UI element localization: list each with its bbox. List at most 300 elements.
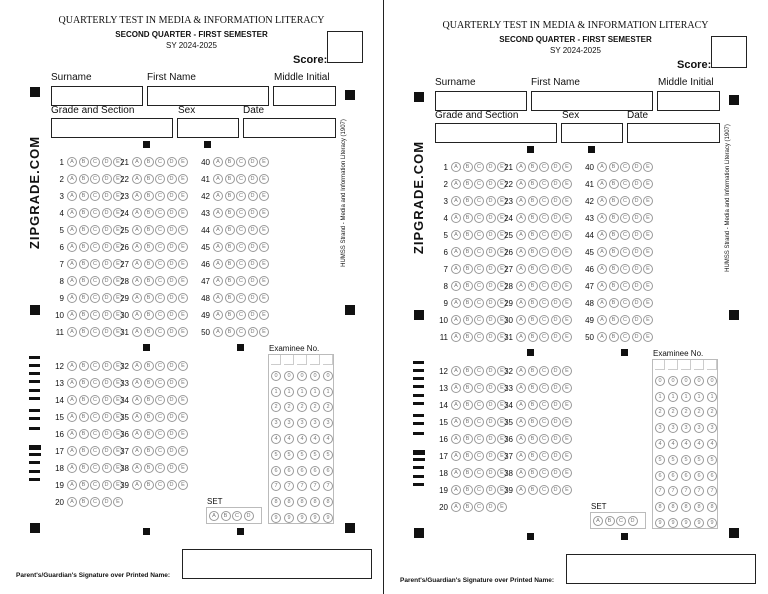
answer-bubble[interactable]: A	[67, 361, 77, 371]
answer-bubble[interactable]: E	[113, 259, 123, 269]
answer-bubble[interactable]: A	[597, 213, 607, 223]
answer-bubble[interactable]: E	[562, 383, 572, 393]
examinee-digit-bubble[interactable]: 1	[323, 387, 333, 397]
answer-bubble[interactable]: C	[155, 463, 165, 473]
answer-bubble[interactable]: D	[248, 225, 258, 235]
examinee-digit-bubble[interactable]: 5	[707, 455, 717, 465]
answer-bubble[interactable]: E	[113, 446, 123, 456]
answer-bubble[interactable]: B	[528, 451, 538, 461]
answer-bubble[interactable]: D	[486, 247, 496, 257]
answer-bubble[interactable]: C	[474, 281, 484, 291]
answer-bubble[interactable]: E	[113, 480, 123, 490]
answer-bubble[interactable]: E	[562, 213, 572, 223]
answer-bubble[interactable]: B	[144, 174, 154, 184]
examinee-digit-bubble[interactable]: 4	[694, 439, 704, 449]
answer-bubble[interactable]: B	[463, 366, 473, 376]
answer-bubble[interactable]: C	[90, 480, 100, 490]
answer-bubble[interactable]: E	[113, 310, 123, 320]
answer-bubble[interactable]: D	[102, 174, 112, 184]
answer-bubble[interactable]: B	[528, 332, 538, 342]
answer-bubble[interactable]: A	[516, 366, 526, 376]
answer-bubble[interactable]: C	[155, 174, 165, 184]
answer-bubble[interactable]: D	[551, 315, 561, 325]
answer-bubble[interactable]: B	[225, 174, 235, 184]
answer-bubble[interactable]: B	[79, 174, 89, 184]
examinee-digit-bubble[interactable]: 9	[310, 513, 320, 523]
answer-bubble[interactable]: E	[113, 463, 123, 473]
answer-bubble[interactable]: C	[236, 174, 246, 184]
answer-bubble[interactable]: A	[516, 247, 526, 257]
answer-bubble[interactable]: C	[90, 208, 100, 218]
answer-bubble[interactable]: E	[643, 247, 653, 257]
answer-bubble[interactable]: B	[609, 298, 619, 308]
answer-bubble[interactable]: E	[178, 208, 188, 218]
set-bubble[interactable]: A	[209, 511, 219, 521]
answer-bubble[interactable]: D	[167, 259, 177, 269]
answer-bubble[interactable]: A	[132, 174, 142, 184]
answer-bubble[interactable]: A	[597, 332, 607, 342]
answer-bubble[interactable]: C	[539, 468, 549, 478]
examinee-digit-bubble[interactable]: 7	[323, 481, 333, 491]
examinee-digit-bubble[interactable]: 1	[310, 387, 320, 397]
answer-bubble[interactable]: C	[620, 196, 630, 206]
answer-bubble[interactable]: E	[113, 157, 123, 167]
answer-bubble[interactable]: D	[102, 310, 112, 320]
answer-bubble[interactable]: C	[474, 247, 484, 257]
answer-bubble[interactable]: C	[474, 383, 484, 393]
answer-bubble[interactable]: B	[79, 463, 89, 473]
answer-bubble[interactable]: E	[643, 196, 653, 206]
answer-bubble[interactable]: E	[497, 264, 507, 274]
examinee-digit-cell[interactable]	[668, 360, 678, 370]
answer-bubble[interactable]: D	[632, 315, 642, 325]
answer-bubble[interactable]: B	[79, 497, 89, 507]
answer-bubble[interactable]: D	[102, 361, 112, 371]
answer-bubble[interactable]: C	[474, 264, 484, 274]
answer-bubble[interactable]: D	[551, 332, 561, 342]
answer-bubble[interactable]: D	[551, 196, 561, 206]
answer-bubble[interactable]: C	[539, 417, 549, 427]
examinee-digit-cell[interactable]	[271, 355, 281, 365]
examinee-digit-bubble[interactable]: 8	[707, 502, 717, 512]
examinee-digit-bubble[interactable]: 9	[284, 513, 294, 523]
answer-bubble[interactable]: B	[528, 247, 538, 257]
answer-bubble[interactable]: D	[551, 400, 561, 410]
answer-bubble[interactable]: C	[539, 383, 549, 393]
examinee-digit-cell[interactable]	[655, 360, 665, 370]
answer-bubble[interactable]: B	[79, 327, 89, 337]
answer-bubble[interactable]: E	[497, 230, 507, 240]
answer-bubble[interactable]: A	[67, 293, 77, 303]
answer-bubble[interactable]: D	[167, 225, 177, 235]
answer-bubble[interactable]: B	[609, 247, 619, 257]
examinee-digit-cell[interactable]	[284, 355, 294, 365]
answer-bubble[interactable]: B	[609, 179, 619, 189]
answer-bubble[interactable]: E	[497, 451, 507, 461]
answer-bubble[interactable]: B	[528, 230, 538, 240]
answer-bubble[interactable]: D	[551, 298, 561, 308]
answer-bubble[interactable]: E	[113, 191, 123, 201]
answer-bubble[interactable]: C	[620, 230, 630, 240]
answer-bubble[interactable]: A	[132, 378, 142, 388]
answer-bubble[interactable]: E	[497, 502, 507, 512]
examinee-digit-bubble[interactable]: 3	[681, 423, 691, 433]
answer-bubble[interactable]: E	[497, 434, 507, 444]
answer-bubble[interactable]: C	[620, 213, 630, 223]
examinee-digit-cell[interactable]	[323, 355, 333, 365]
answer-bubble[interactable]: C	[474, 434, 484, 444]
answer-bubble[interactable]: E	[643, 332, 653, 342]
answer-bubble[interactable]: E	[497, 417, 507, 427]
examinee-digit-bubble[interactable]: 5	[681, 455, 691, 465]
answer-bubble[interactable]: C	[90, 497, 100, 507]
answer-bubble[interactable]: B	[463, 400, 473, 410]
answer-bubble[interactable]: E	[259, 157, 269, 167]
examinee-digit-bubble[interactable]: 1	[297, 387, 307, 397]
answer-bubble[interactable]: A	[451, 298, 461, 308]
answer-bubble[interactable]: E	[259, 191, 269, 201]
sex-field[interactable]	[561, 123, 623, 143]
answer-bubble[interactable]: B	[79, 378, 89, 388]
answer-bubble[interactable]: E	[497, 366, 507, 376]
answer-bubble[interactable]: E	[497, 162, 507, 172]
answer-bubble[interactable]: C	[539, 315, 549, 325]
answer-bubble[interactable]: C	[474, 400, 484, 410]
set-bubble[interactable]: B	[605, 516, 615, 526]
answer-bubble[interactable]: C	[474, 162, 484, 172]
answer-bubble[interactable]: D	[486, 400, 496, 410]
answer-bubble[interactable]: B	[528, 162, 538, 172]
answer-bubble[interactable]: C	[539, 264, 549, 274]
answer-bubble[interactable]: D	[632, 281, 642, 291]
answer-bubble[interactable]: A	[516, 468, 526, 478]
answer-bubble[interactable]: A	[67, 429, 77, 439]
answer-bubble[interactable]: E	[562, 298, 572, 308]
answer-bubble[interactable]: D	[632, 298, 642, 308]
answer-bubble[interactable]: B	[144, 463, 154, 473]
examinee-digit-bubble[interactable]: 3	[310, 418, 320, 428]
answer-bubble[interactable]: C	[236, 310, 246, 320]
answer-bubble[interactable]: A	[213, 174, 223, 184]
answer-bubble[interactable]: D	[167, 191, 177, 201]
answer-bubble[interactable]: D	[167, 327, 177, 337]
answer-bubble[interactable]: C	[539, 332, 549, 342]
answer-bubble[interactable]: E	[562, 196, 572, 206]
answer-bubble[interactable]: A	[67, 225, 77, 235]
answer-bubble[interactable]: C	[539, 485, 549, 495]
answer-bubble[interactable]: B	[225, 208, 235, 218]
answer-bubble[interactable]: E	[259, 327, 269, 337]
answer-bubble[interactable]: E	[497, 383, 507, 393]
answer-bubble[interactable]: E	[562, 230, 572, 240]
answer-bubble[interactable]: E	[113, 327, 123, 337]
examinee-digit-bubble[interactable]: 3	[284, 418, 294, 428]
answer-bubble[interactable]: A	[67, 497, 77, 507]
answer-bubble[interactable]: D	[167, 412, 177, 422]
answer-bubble[interactable]: E	[562, 468, 572, 478]
set-bubble[interactable]: D	[628, 516, 638, 526]
answer-bubble[interactable]: A	[516, 383, 526, 393]
answer-bubble[interactable]: D	[167, 174, 177, 184]
answer-bubble[interactable]: E	[178, 429, 188, 439]
examinee-digit-bubble[interactable]: 1	[681, 392, 691, 402]
examinee-digit-bubble[interactable]: 9	[271, 513, 281, 523]
answer-bubble[interactable]: D	[248, 174, 258, 184]
answer-bubble[interactable]: A	[451, 383, 461, 393]
answer-bubble[interactable]: A	[451, 247, 461, 257]
examinee-digit-bubble[interactable]: 3	[668, 423, 678, 433]
answer-bubble[interactable]: E	[497, 247, 507, 257]
examinee-digit-bubble[interactable]: 0	[284, 371, 294, 381]
answer-bubble[interactable]: D	[486, 213, 496, 223]
answer-bubble[interactable]: B	[463, 196, 473, 206]
answer-bubble[interactable]: B	[463, 315, 473, 325]
answer-bubble[interactable]: B	[79, 225, 89, 235]
set-bubble[interactable]: A	[593, 516, 603, 526]
answer-bubble[interactable]: C	[236, 225, 246, 235]
answer-bubble[interactable]: C	[620, 264, 630, 274]
examinee-digit-cell[interactable]	[310, 355, 320, 365]
answer-bubble[interactable]: A	[132, 208, 142, 218]
answer-bubble[interactable]: D	[167, 242, 177, 252]
examinee-digit-bubble[interactable]: 5	[694, 455, 704, 465]
examinee-digit-bubble[interactable]: 4	[668, 439, 678, 449]
answer-bubble[interactable]: B	[609, 162, 619, 172]
date-field[interactable]	[243, 118, 336, 138]
answer-bubble[interactable]: B	[79, 259, 89, 269]
grade-section-field[interactable]	[435, 123, 557, 143]
answer-bubble[interactable]: A	[132, 276, 142, 286]
answer-bubble[interactable]: E	[178, 327, 188, 337]
answer-bubble[interactable]: B	[609, 230, 619, 240]
answer-bubble[interactable]: D	[551, 213, 561, 223]
answer-bubble[interactable]: B	[79, 446, 89, 456]
answer-bubble[interactable]: C	[155, 208, 165, 218]
answer-bubble[interactable]: E	[497, 468, 507, 478]
examinee-digit-bubble[interactable]: 8	[694, 502, 704, 512]
answer-bubble[interactable]: B	[463, 230, 473, 240]
answer-bubble[interactable]: C	[90, 259, 100, 269]
answer-bubble[interactable]: A	[132, 259, 142, 269]
examinee-digit-bubble[interactable]: 7	[681, 486, 691, 496]
examinee-digit-bubble[interactable]: 3	[297, 418, 307, 428]
answer-bubble[interactable]: C	[474, 485, 484, 495]
answer-bubble[interactable]: A	[451, 196, 461, 206]
answer-bubble[interactable]: B	[79, 242, 89, 252]
answer-bubble[interactable]: C	[236, 157, 246, 167]
examinee-digit-bubble[interactable]: 1	[271, 387, 281, 397]
answer-bubble[interactable]: D	[486, 230, 496, 240]
examinee-digit-bubble[interactable]: 2	[655, 407, 665, 417]
examinee-digit-bubble[interactable]: 9	[297, 513, 307, 523]
answer-bubble[interactable]: C	[620, 298, 630, 308]
examinee-digit-bubble[interactable]: 2	[310, 402, 320, 412]
examinee-digit-bubble[interactable]: 3	[655, 423, 665, 433]
answer-bubble[interactable]: A	[516, 451, 526, 461]
examinee-digit-bubble[interactable]: 7	[707, 486, 717, 496]
answer-bubble[interactable]: C	[155, 361, 165, 371]
sex-field[interactable]	[177, 118, 239, 138]
answer-bubble[interactable]: A	[451, 162, 461, 172]
answer-bubble[interactable]: C	[474, 451, 484, 461]
answer-bubble[interactable]: D	[486, 179, 496, 189]
answer-bubble[interactable]: D	[632, 162, 642, 172]
answer-bubble[interactable]: A	[516, 332, 526, 342]
answer-bubble[interactable]: D	[248, 208, 258, 218]
examinee-digit-bubble[interactable]: 0	[310, 371, 320, 381]
answer-bubble[interactable]: A	[132, 157, 142, 167]
examinee-digit-bubble[interactable]: 5	[655, 455, 665, 465]
answer-bubble[interactable]: B	[528, 281, 538, 291]
answer-bubble[interactable]: E	[497, 196, 507, 206]
answer-bubble[interactable]: D	[551, 434, 561, 444]
answer-bubble[interactable]: E	[178, 225, 188, 235]
answer-bubble[interactable]: A	[516, 434, 526, 444]
answer-bubble[interactable]: B	[225, 157, 235, 167]
answer-bubble[interactable]: A	[132, 412, 142, 422]
answer-bubble[interactable]: E	[113, 378, 123, 388]
answer-bubble[interactable]: D	[102, 276, 112, 286]
answer-bubble[interactable]: D	[167, 157, 177, 167]
answer-bubble[interactable]: D	[102, 378, 112, 388]
answer-bubble[interactable]: B	[528, 485, 538, 495]
answer-bubble[interactable]: D	[486, 468, 496, 478]
answer-bubble[interactable]: D	[551, 162, 561, 172]
answer-bubble[interactable]: C	[155, 412, 165, 422]
answer-bubble[interactable]: C	[236, 208, 246, 218]
answer-bubble[interactable]: B	[463, 264, 473, 274]
answer-bubble[interactable]: A	[67, 174, 77, 184]
answer-bubble[interactable]: E	[643, 213, 653, 223]
answer-bubble[interactable]: E	[259, 259, 269, 269]
answer-bubble[interactable]: B	[144, 361, 154, 371]
examinee-digit-bubble[interactable]: 0	[694, 376, 704, 386]
examinee-digit-bubble[interactable]: 2	[323, 402, 333, 412]
first-name-field[interactable]	[147, 86, 269, 106]
answer-bubble[interactable]: B	[463, 451, 473, 461]
examinee-digit-bubble[interactable]: 5	[297, 450, 307, 460]
answer-bubble[interactable]: D	[551, 451, 561, 461]
answer-bubble[interactable]: E	[178, 276, 188, 286]
answer-bubble[interactable]: E	[562, 366, 572, 376]
answer-bubble[interactable]: E	[259, 242, 269, 252]
examinee-digit-cell[interactable]	[707, 360, 717, 370]
answer-bubble[interactable]: A	[451, 179, 461, 189]
answer-bubble[interactable]: D	[551, 485, 561, 495]
answer-bubble[interactable]: B	[463, 434, 473, 444]
answer-bubble[interactable]: A	[451, 485, 461, 495]
answer-bubble[interactable]: A	[451, 281, 461, 291]
answer-bubble[interactable]: B	[528, 400, 538, 410]
answer-bubble[interactable]: B	[79, 276, 89, 286]
answer-bubble[interactable]: B	[225, 327, 235, 337]
examinee-digit-bubble[interactable]: 7	[655, 486, 665, 496]
answer-bubble[interactable]: D	[102, 463, 112, 473]
answer-bubble[interactable]: C	[236, 327, 246, 337]
answer-bubble[interactable]: A	[516, 417, 526, 427]
answer-bubble[interactable]: B	[225, 310, 235, 320]
answer-bubble[interactable]: C	[90, 293, 100, 303]
signature-box[interactable]	[566, 554, 756, 584]
answer-bubble[interactable]: C	[155, 157, 165, 167]
answer-bubble[interactable]: C	[539, 162, 549, 172]
answer-bubble[interactable]: D	[102, 259, 112, 269]
examinee-digit-bubble[interactable]: 1	[655, 392, 665, 402]
answer-bubble[interactable]: E	[178, 480, 188, 490]
answer-bubble[interactable]: D	[102, 412, 112, 422]
answer-bubble[interactable]: C	[539, 196, 549, 206]
answer-bubble[interactable]: C	[155, 276, 165, 286]
answer-bubble[interactable]: A	[67, 157, 77, 167]
set-bubble[interactable]: C	[616, 516, 626, 526]
answer-bubble[interactable]: D	[486, 298, 496, 308]
answer-bubble[interactable]: B	[225, 276, 235, 286]
answer-bubble[interactable]: E	[259, 310, 269, 320]
answer-bubble[interactable]: E	[178, 174, 188, 184]
answer-bubble[interactable]: B	[79, 208, 89, 218]
examinee-digit-bubble[interactable]: 1	[694, 392, 704, 402]
answer-bubble[interactable]: A	[597, 315, 607, 325]
answer-bubble[interactable]: A	[516, 315, 526, 325]
answer-bubble[interactable]: C	[474, 366, 484, 376]
answer-bubble[interactable]: D	[167, 276, 177, 286]
answer-bubble[interactable]: B	[79, 310, 89, 320]
examinee-digit-bubble[interactable]: 1	[707, 392, 717, 402]
examinee-digit-bubble[interactable]: 6	[668, 471, 678, 481]
answer-bubble[interactable]: C	[620, 315, 630, 325]
examinee-digit-bubble[interactable]: 9	[668, 518, 678, 528]
answer-bubble[interactable]: A	[132, 446, 142, 456]
answer-bubble[interactable]: E	[178, 157, 188, 167]
answer-bubble[interactable]: E	[178, 378, 188, 388]
answer-bubble[interactable]: A	[597, 298, 607, 308]
answer-bubble[interactable]: D	[102, 208, 112, 218]
answer-bubble[interactable]: B	[463, 468, 473, 478]
answer-bubble[interactable]: E	[643, 315, 653, 325]
answer-bubble[interactable]: E	[562, 247, 572, 257]
examinee-digit-bubble[interactable]: 6	[297, 466, 307, 476]
answer-bubble[interactable]: B	[79, 412, 89, 422]
answer-bubble[interactable]: A	[67, 310, 77, 320]
answer-bubble[interactable]: B	[144, 327, 154, 337]
answer-bubble[interactable]: A	[132, 310, 142, 320]
answer-bubble[interactable]: D	[486, 281, 496, 291]
answer-bubble[interactable]: B	[528, 179, 538, 189]
examinee-digit-bubble[interactable]: 6	[655, 471, 665, 481]
answer-bubble[interactable]: A	[213, 191, 223, 201]
answer-bubble[interactable]: E	[113, 412, 123, 422]
answer-bubble[interactable]: E	[259, 293, 269, 303]
examinee-digit-bubble[interactable]: 8	[284, 497, 294, 507]
answer-bubble[interactable]: C	[236, 191, 246, 201]
answer-bubble[interactable]: C	[155, 480, 165, 490]
examinee-digit-bubble[interactable]: 3	[694, 423, 704, 433]
examinee-digit-bubble[interactable]: 1	[668, 392, 678, 402]
answer-bubble[interactable]: D	[632, 264, 642, 274]
answer-bubble[interactable]: C	[474, 468, 484, 478]
answer-bubble[interactable]: B	[144, 225, 154, 235]
answer-bubble[interactable]: C	[474, 298, 484, 308]
answer-bubble[interactable]: C	[155, 310, 165, 320]
set-bubble[interactable]: B	[221, 511, 231, 521]
answer-bubble[interactable]: C	[90, 327, 100, 337]
answer-bubble[interactable]: E	[643, 264, 653, 274]
answer-bubble[interactable]: A	[132, 293, 142, 303]
examinee-digit-bubble[interactable]: 4	[655, 439, 665, 449]
answer-bubble[interactable]: C	[474, 230, 484, 240]
answer-bubble[interactable]: A	[67, 327, 77, 337]
answer-bubble[interactable]: E	[562, 264, 572, 274]
